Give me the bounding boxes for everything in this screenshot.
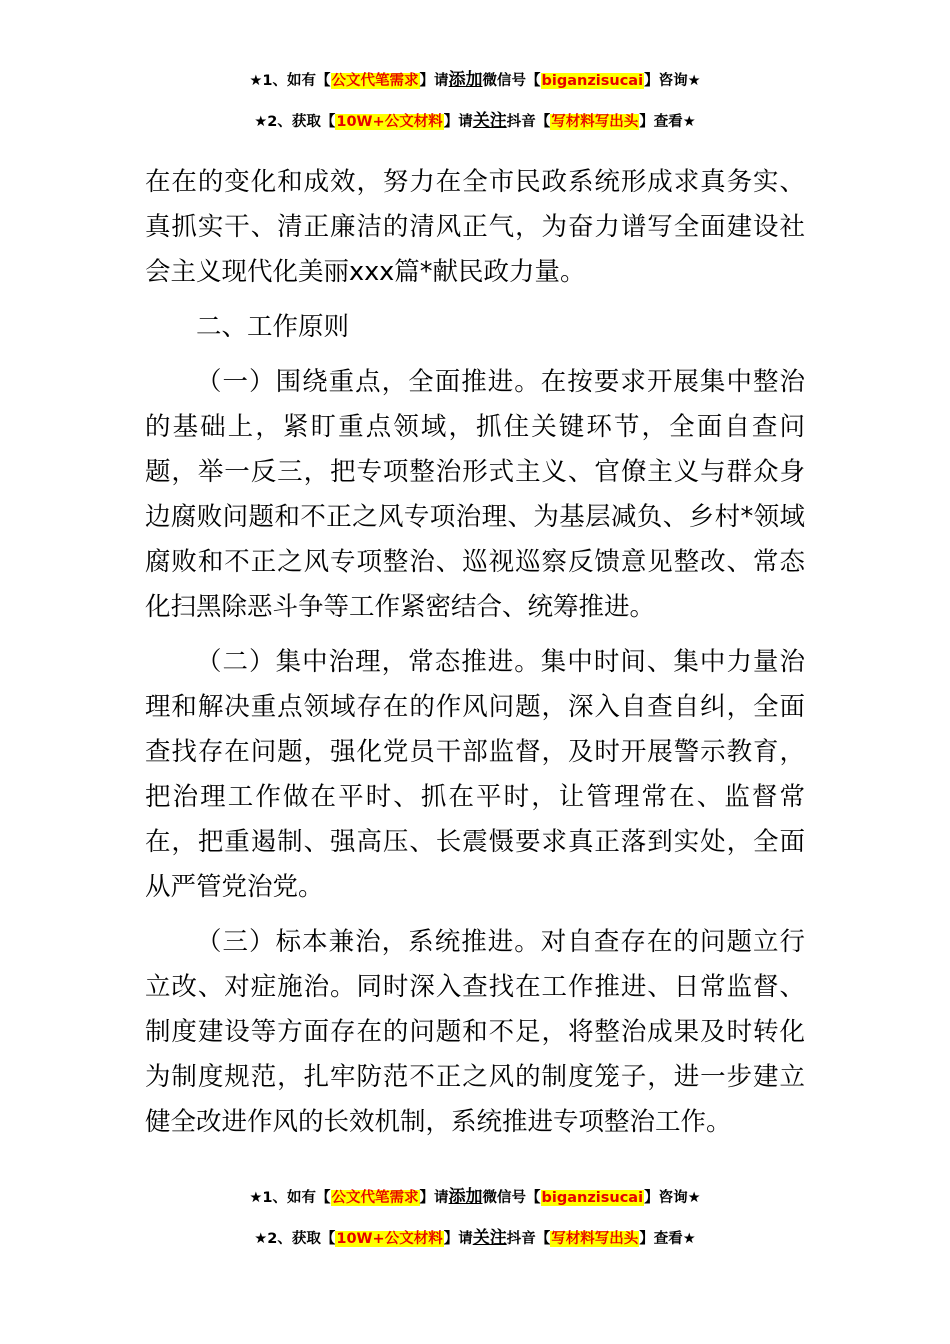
footer-ad-line-2 [0,1228,950,1249]
star-icon: ★ [682,1231,696,1247]
ad-text: 2、获取【 [267,1231,336,1247]
ad-text: 】请 [419,1190,449,1206]
star-icon: ★ [687,73,701,89]
paragraph-intro: 在在的变化和成效，努力在全市民政系统形成求真务实、真抓实干、清正廉洁的清风正气，为奋力谱写全面建设社会主义现代化美丽xxx篇*献民政力量。 [145,167,805,287]
highlight-text: 10W+公文材料 [336,114,443,130]
star-icon: ★ [254,1231,268,1247]
highlight-text: 公文代笔需求 [331,73,419,89]
ad-text: 微信号【 [482,1190,541,1206]
ad-text: 】请 [419,73,449,89]
star-icon: ★ [682,114,696,130]
section-heading: 二、工作原则 [196,312,350,342]
ad-text: 1、如有【 [262,73,331,89]
underlined-text: 添加 [448,1187,483,1207]
ad-text: 】查看 [639,1231,683,1247]
star-icon: ★ [687,1190,701,1206]
wechat-id: biganzisucai [541,73,644,89]
underlined-text: 关注 [472,1228,507,1248]
ad-text: 微信号【 [482,73,541,89]
document-body [145,160,805,1155]
wechat-id: biganzisucai [541,1190,644,1206]
star-icon: ★ [249,1190,263,1206]
star-icon: ★ [249,73,263,89]
ad-text: 】请 [443,114,473,130]
highlight-text: 10W+公文材料 [336,1231,443,1247]
paragraph-principle-2: （二）集中治理，常态推进。集中时间、集中力量治理和解决重点领域存在的作风问题，深入自查自纠，全面查找存在问题，强化党员干部监督，及时开展警示教育，把治理工作做在平时、抓在平时，让管理常在、监督常在，把重遏制、强高压、长震慑要求真正落到实处，全面从严管党治党。 [145,647,805,902]
ad-text: 】请 [443,1231,473,1247]
douyin-id: 写材料写出头 [551,114,639,130]
paragraph-principle-3: （三）标本兼治，系统推进。对自查存在的问题立行立改、对症施治。同时深入查找在工作推进、日常监督、制度建设等方面存在的问题和不足，将整治成果及时转化为制度规范，扎牢防范不正之风的制度笼子，进一步建立健全改进作风的长效机制，系统推进专项整治工作。 [145,927,805,1137]
star-icon: ★ [254,114,268,130]
paragraph-principle-1: （一）围绕重点，全面推进。在按要求开展集中整治的基础上，紧盯重点领域，抓住关键环节，全面自查问题，举一反三，把专项整治形式主义、官僚主义与群众身边腐败问题和不正之风专项治理、为基层减负、乡村*领域腐败和不正之风专项整治、巡视巡察反馈意见整改、常态化扫黑除恶斗争等工作紧密结合、统筹推进。 [145,367,805,622]
header-ad-line-1 [0,70,950,91]
douyin-id: 写材料写出头 [551,1231,639,1247]
highlight-text: 公文代笔需求 [331,1190,419,1206]
header-ad-line-2 [0,111,950,132]
ad-text: 】咨询 [644,73,688,89]
ad-text: 抖音【 [506,1231,551,1247]
ad-text: 】咨询 [644,1190,688,1206]
footer-ad-line-1 [0,1187,950,1208]
ad-text: 1、如有【 [262,1190,331,1206]
ad-text: 】查看 [639,114,683,130]
ad-text: 抖音【 [506,114,551,130]
underlined-text: 关注 [472,111,507,131]
ad-text: 2、获取【 [267,114,336,130]
underlined-text: 添加 [448,70,483,90]
